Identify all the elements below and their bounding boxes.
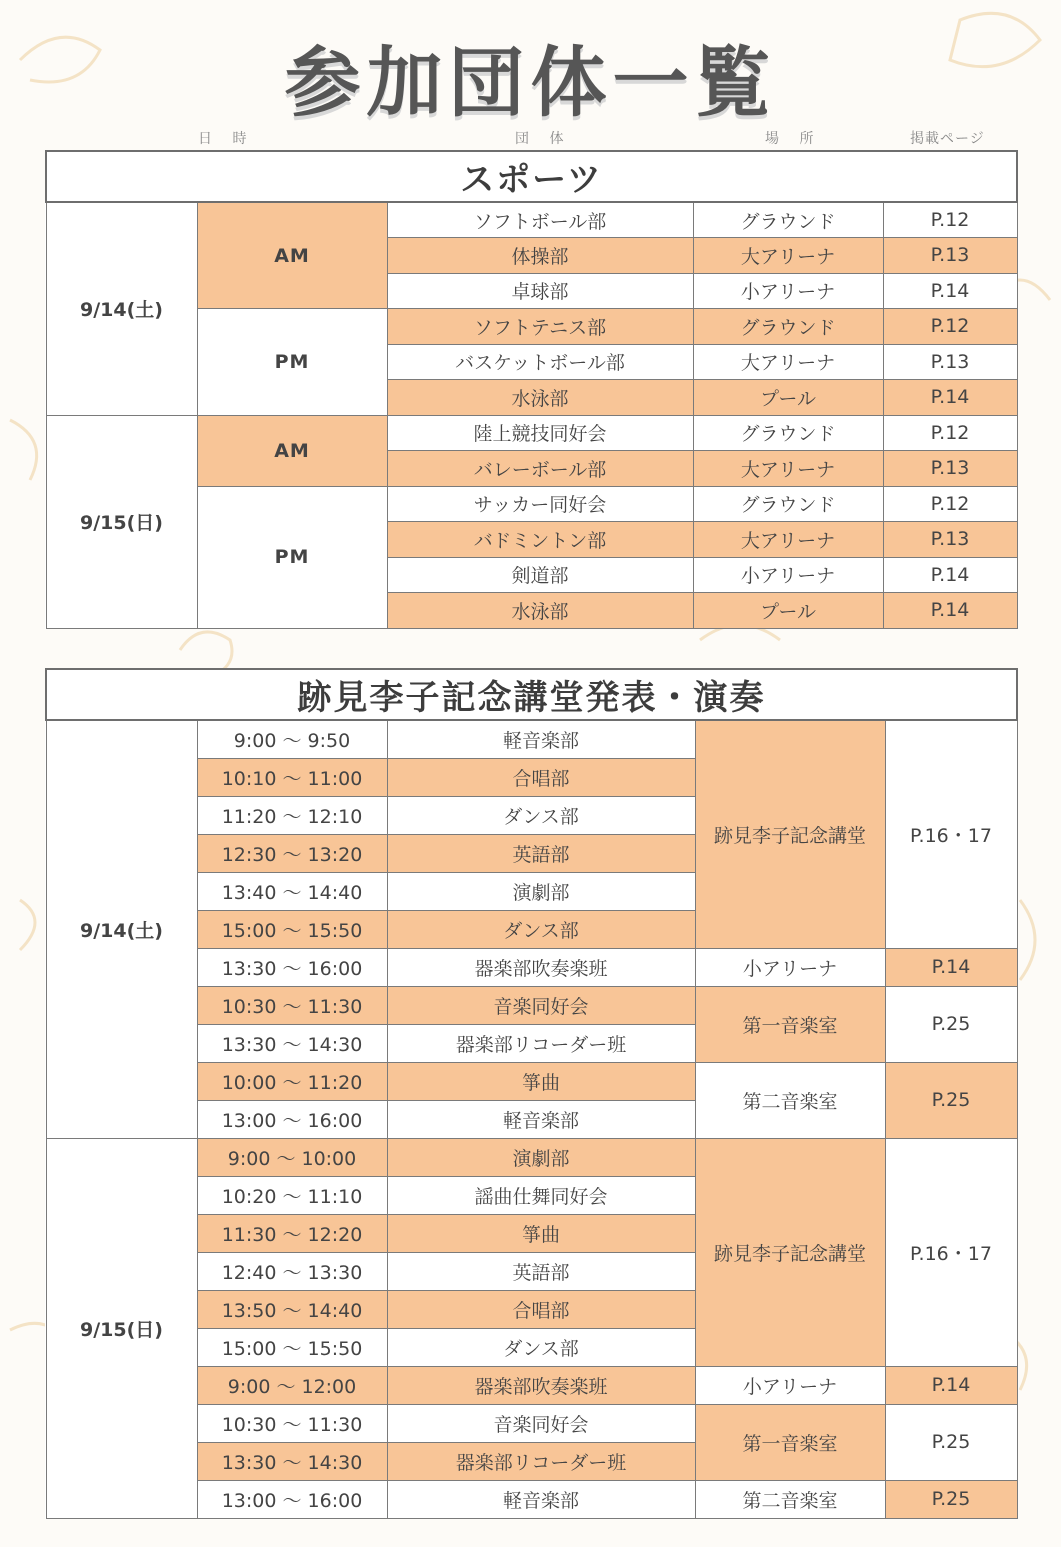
- hall-page: P.25: [885, 986, 1017, 1062]
- hall-time: 13:00 〜 16:00: [197, 1100, 387, 1138]
- hall-page: P.16・17: [885, 720, 1017, 948]
- hall-date: 9/14(土): [46, 720, 197, 1138]
- sports-group: サッカー同好会: [387, 486, 693, 522]
- hall-group: ダンス部: [387, 1328, 695, 1366]
- sports-page: P.13: [883, 451, 1017, 487]
- sports-group: 卓球部: [387, 273, 693, 309]
- hall-group: 軽音楽部: [387, 1480, 695, 1518]
- hall-place: 第二音楽室: [695, 1480, 885, 1518]
- header-place: 場 所: [765, 131, 822, 147]
- sports-place: 大アリーナ: [693, 451, 883, 487]
- sports-page: P.12: [883, 415, 1017, 451]
- sports-group: バスケットボール部: [387, 344, 693, 380]
- hall-time: 13:00 〜 16:00: [197, 1480, 387, 1518]
- hall-place: 跡見李子記念講堂: [695, 1138, 885, 1366]
- hall-time: 12:30 〜 13:20: [197, 834, 387, 872]
- hall-place: 小アリーナ: [695, 948, 885, 986]
- sports-place: 大アリーナ: [693, 522, 883, 558]
- hall-place: 第二音楽室: [695, 1062, 885, 1138]
- sports-group: ソフトボール部: [387, 202, 693, 238]
- sports-group: バレーボール部: [387, 451, 693, 487]
- hall-group: 演劇部: [387, 872, 695, 910]
- sports-page: P.12: [883, 202, 1017, 238]
- hall-time: 15:00 〜 15:50: [197, 910, 387, 948]
- hall-place: 小アリーナ: [695, 1366, 885, 1404]
- sports-page: P.12: [883, 309, 1017, 345]
- hall-group: 箏曲: [387, 1062, 695, 1100]
- hall-group: 音楽同好会: [387, 986, 695, 1024]
- sports-place: プール: [693, 593, 883, 629]
- sports-group: 体操部: [387, 238, 693, 274]
- hall-group: 器楽部吹奏楽班: [387, 948, 695, 986]
- sports-page: P.14: [883, 273, 1017, 309]
- sports-group: 水泳部: [387, 593, 693, 629]
- sports-place: グラウンド: [693, 309, 883, 345]
- sports-date: 9/14(土): [46, 202, 197, 415]
- sports-group: バドミントン部: [387, 522, 693, 558]
- hall-time: 13:30 〜 14:30: [197, 1024, 387, 1062]
- sports-group: 陸上競技同好会: [387, 415, 693, 451]
- hall-group: 英語部: [387, 1252, 695, 1290]
- hall-group: 軽音楽部: [387, 720, 695, 758]
- hall-page: P.25: [885, 1404, 1017, 1480]
- sports-page: P.13: [883, 344, 1017, 380]
- hall-page: P.16・17: [885, 1138, 1017, 1366]
- hall-time: 10:30 〜 11:30: [197, 1404, 387, 1442]
- hall-group: 器楽部リコーダー班: [387, 1024, 695, 1062]
- sports-date: 9/15(日): [46, 415, 197, 628]
- hall-heading: 跡見李子記念講堂発表・演奏: [46, 669, 1017, 720]
- hall-group: 軽音楽部: [387, 1100, 695, 1138]
- sports-place: グラウンド: [693, 202, 883, 238]
- sports-place: 小アリーナ: [693, 557, 883, 593]
- sports-heading: スポーツ: [46, 151, 1017, 202]
- hall-time: 13:50 〜 14:40: [197, 1290, 387, 1328]
- hall-page: P.25: [885, 1062, 1017, 1138]
- sports-place: グラウンド: [693, 486, 883, 522]
- hall-group: ダンス部: [387, 796, 695, 834]
- hall-page: P.14: [885, 948, 1017, 986]
- hall-time: 10:00 〜 11:20: [197, 1062, 387, 1100]
- sports-period: PM: [197, 486, 387, 628]
- sports-page: P.13: [883, 238, 1017, 274]
- hall-time: 10:20 〜 11:10: [197, 1176, 387, 1214]
- sports-place: プール: [693, 380, 883, 416]
- header-page: 掲載ページ: [910, 131, 985, 147]
- hall-group: 器楽部吹奏楽班: [387, 1366, 695, 1404]
- hall-time: 13:30 〜 16:00: [197, 948, 387, 986]
- hall-page: P.25: [885, 1480, 1017, 1518]
- sports-table: [45, 150, 1018, 629]
- hall-time: 9:00 〜 9:50: [197, 720, 387, 758]
- hall-place: 第一音楽室: [695, 1404, 885, 1480]
- hall-time: 9:00 〜 12:00: [197, 1366, 387, 1404]
- sports-place: 大アリーナ: [693, 344, 883, 380]
- hall-group: 箏曲: [387, 1214, 695, 1252]
- hall-time: 13:40 〜 14:40: [197, 872, 387, 910]
- hall-group: 合唱部: [387, 1290, 695, 1328]
- sports-page: P.14: [883, 593, 1017, 629]
- sports-page: P.12: [883, 486, 1017, 522]
- hall-time: 9:00 〜 10:00: [197, 1138, 387, 1176]
- hall-time: 12:40 〜 13:30: [197, 1252, 387, 1290]
- sports-place: 大アリーナ: [693, 238, 883, 274]
- hall-time: 15:00 〜 15:50: [197, 1328, 387, 1366]
- hall-group: 謡曲仕舞同好会: [387, 1176, 695, 1214]
- sports-group: ソフトテニス部: [387, 309, 693, 345]
- header-datetime: 日 時: [198, 131, 255, 147]
- hall-time: 13:30 〜 14:30: [197, 1442, 387, 1480]
- hall-group: ダンス部: [387, 910, 695, 948]
- hall-group: 演劇部: [387, 1138, 695, 1176]
- hall-date: 9/15(日): [46, 1138, 197, 1518]
- header-group: 団 体: [515, 131, 572, 147]
- hall-group: 器楽部リコーダー班: [387, 1442, 695, 1480]
- hall-group: 合唱部: [387, 758, 695, 796]
- hall-table: [45, 668, 1018, 1519]
- hall-group: 英語部: [387, 834, 695, 872]
- sports-period: PM: [197, 309, 387, 416]
- hall-time: 11:20 〜 12:10: [197, 796, 387, 834]
- hall-time: 10:10 〜 11:00: [197, 758, 387, 796]
- sports-group: 水泳部: [387, 380, 693, 416]
- sports-page: P.14: [883, 380, 1017, 416]
- sports-place: 小アリーナ: [693, 273, 883, 309]
- sports-place: グラウンド: [693, 415, 883, 451]
- sports-page: P.13: [883, 522, 1017, 558]
- hall-time: 11:30 〜 12:20: [197, 1214, 387, 1252]
- hall-place: 第一音楽室: [695, 986, 885, 1062]
- sports-page: P.14: [883, 557, 1017, 593]
- sports-period: AM: [197, 202, 387, 309]
- page-title: 参加団体一覧: [284, 38, 777, 127]
- hall-group: 音楽同好会: [387, 1404, 695, 1442]
- hall-time: 10:30 〜 11:30: [197, 986, 387, 1024]
- hall-place: 跡見李子記念講堂: [695, 720, 885, 948]
- hall-page: P.14: [885, 1366, 1017, 1404]
- sports-group: 剣道部: [387, 557, 693, 593]
- sports-period: AM: [197, 415, 387, 486]
